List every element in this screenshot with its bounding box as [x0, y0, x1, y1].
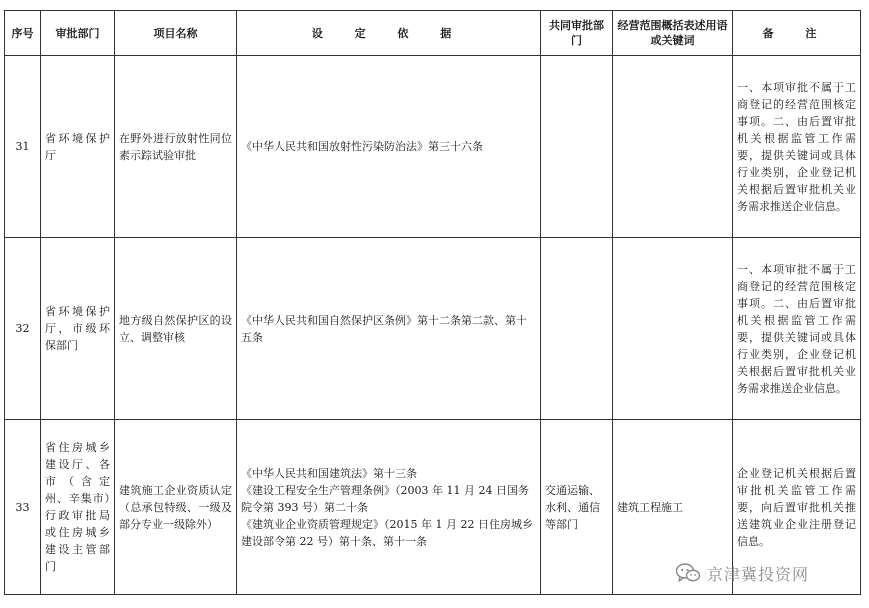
header-item: 项目名称 [115, 11, 237, 56]
cell-notes: 企业登记机关根据后置审批机关监管工作需要，向后置审批机关推送建筑业企业注册登记信息。 [733, 420, 861, 595]
header-notes: 备 注 [733, 11, 861, 56]
cell-keywords [613, 238, 733, 420]
cell-joint: 交通运输、水利、通信等部门 [541, 420, 613, 595]
cell-basis: 《中华人民共和国自然保护区条例》第十二条第二款、第十五条 [237, 238, 541, 420]
cell-joint [541, 56, 613, 238]
cell-item: 建筑施工企业资质认定（总承包特级、一级及部分专业一级除外） [115, 420, 237, 595]
watermark-text: 京津冀投资网 [707, 564, 810, 584]
header-joint: 共同审批部门 [541, 11, 613, 56]
cell-no: 32 [5, 238, 41, 420]
table-row [5, 56, 861, 238]
cell-no: 31 [5, 56, 41, 238]
cell-keywords [613, 56, 733, 238]
cell-basis: 《中华人民共和国建筑法》第十三条 《建设工程安全生产管理条例》（2003 年 11 月 24 日国务院令第 393 号）第二十条 《建筑业企业资质管理规定》（2015 年 1 月 22 日住房城乡建设部令第 22 号）第十条、第十一条 [237, 420, 541, 595]
cell-dept: 省环境保护厅 [41, 56, 115, 238]
header-keywords: 经营范围概括表述用语或关键词 [613, 11, 733, 56]
cell-basis: 《中华人民共和国放射性污染防治法》第三十六条 [237, 56, 541, 238]
cell-dept: 省住房城乡建设厅、各市（含定州、辛集市）行政审批局或住房城乡建设主管部门 [41, 420, 115, 595]
approval-items-table [4, 10, 861, 595]
table-row [5, 238, 861, 420]
watermark [675, 561, 809, 585]
cell-dept: 省环境保护厅，市级环保部门 [41, 238, 115, 420]
wechat-icon [675, 562, 701, 584]
header-no: 序号 [5, 11, 41, 56]
header-row [5, 11, 861, 56]
cell-item: 在野外进行放射性同位素示踪试验审批 [115, 56, 237, 238]
cell-notes: 一、本项审批不属于工商登记的经营范围核定事项。二、由后置审批机关根据监管工作需要，提供关键词或具体行业类别，企业登记机关根据后置审批机关业务需求推送企业信息。 [733, 238, 861, 420]
cell-notes: 一、本项审批不属于工商登记的经营范围核定事项。二、由后置审批机关根据监管工作需要，提供关键词或具体行业类别，企业登记机关根据后置审批机关业务需求推送企业信息。 [733, 56, 861, 238]
cell-joint [541, 238, 613, 420]
header-basis: 设 定 依 据 [237, 11, 541, 56]
cell-no: 33 [5, 420, 41, 595]
cell-item: 地方级自然保护区的设立、调整审核 [115, 238, 237, 420]
header-dept: 审批部门 [41, 11, 115, 56]
cell-keywords: 建筑工程施工 [613, 420, 733, 595]
